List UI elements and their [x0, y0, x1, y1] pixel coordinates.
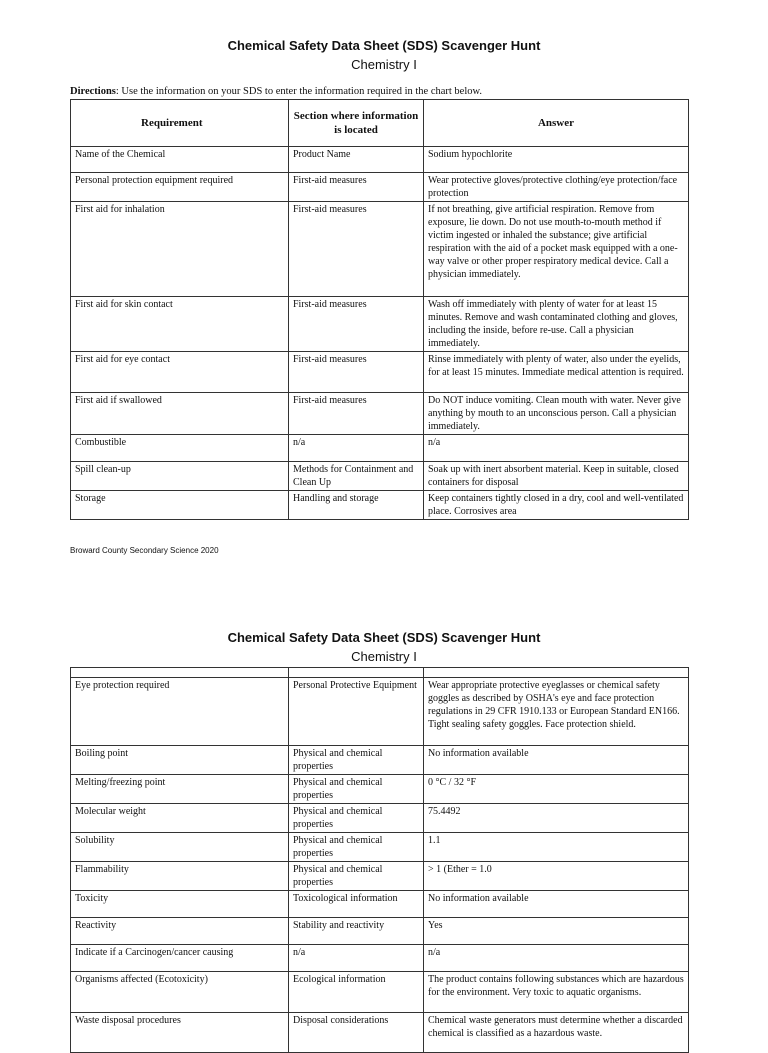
table-row	[71, 804, 689, 833]
requirement-cell: Molecular weight	[71, 804, 289, 833]
answer-cell: The product contains following substances which are hazardous for the environment. Very toxic to aquatic organisms.	[424, 972, 689, 1013]
footer-text: Broward County Secondary Science 2020	[70, 546, 219, 555]
page2-subtitle: Chemistry I	[351, 649, 417, 664]
answer-cell: Do NOT induce vomiting. Clean mouth with water. Never give anything by mouth to an unconscious person. Call a physician immediately.	[424, 393, 689, 435]
sds-table-page2	[70, 667, 689, 1053]
directions-text: : Use the information on your SDS to enter the information required in the chart below.	[115, 86, 483, 97]
answer-cell: n/a	[424, 945, 689, 972]
answer-cell: No information available	[424, 891, 689, 918]
table-row	[71, 352, 689, 393]
answer-cell: If not breathing, give artificial respiration. Remove from exposure, lie down. Do not use mouth-to-mouth method if victim ingested or inhaled the substance; give artificial respiration with the aid of a pocket mask equipped with a one-way valve or other proper respiratory medical device. Call a physician immediately.	[424, 202, 689, 297]
section-cell: Toxicological information	[289, 891, 424, 918]
section-cell: Physical and chemical properties	[289, 804, 424, 833]
requirement-cell: Reactivity	[71, 918, 289, 945]
header-answer: Answer	[424, 100, 689, 147]
section-cell: Physical and chemical properties	[289, 775, 424, 804]
answer-cell: Sodium hypochlorite	[424, 147, 689, 173]
requirement-cell: Toxicity	[71, 891, 289, 918]
table-row	[71, 891, 689, 918]
header-requirement: Requirement	[71, 100, 289, 147]
requirement-cell: Storage	[71, 491, 289, 520]
answer-cell: Soak up with inert absorbent material. Keep in suitable, closed containers for disposal	[424, 462, 689, 491]
requirement-cell: Indicate if a Carcinogen/cancer causing	[71, 945, 289, 972]
answer-cell: 0 °C / 32 °F	[424, 775, 689, 804]
table-row	[71, 462, 689, 491]
section-cell: Physical and chemical properties	[289, 862, 424, 891]
section-cell: First-aid measures	[289, 352, 424, 393]
table-row	[71, 491, 689, 520]
table-row	[71, 833, 689, 862]
directions-label: Directions	[70, 86, 116, 97]
answer-cell: > 1 (Ether = 1.0	[424, 862, 689, 891]
answer-cell: n/a	[424, 435, 689, 462]
table-row	[71, 297, 689, 352]
table-header-row	[71, 100, 689, 147]
requirement-cell: Organisms affected (Ecotoxicity)	[71, 972, 289, 1013]
requirement-cell: First aid if swallowed	[71, 393, 289, 435]
answer-cell: No information available	[424, 746, 689, 775]
requirement-cell: Melting/freezing point	[71, 775, 289, 804]
page2-title: Chemical Safety Data Sheet (SDS) Scavenger Hunt	[227, 630, 541, 645]
answer-cell: Wear appropriate protective eyeglasses or chemical safety goggles as described by OSHA's eye and face protection regulations in 29 CFR 1910.133 or European Standard EN166. Tight sealing safety goggles. Face protection shield.	[424, 678, 689, 746]
requirement-cell: Flammability	[71, 862, 289, 891]
header-section: Section where information is located	[289, 100, 424, 147]
table-row	[71, 173, 689, 202]
section-cell: Methods for Containment and Clean Up	[289, 462, 424, 491]
table-row	[71, 1013, 689, 1053]
answer-cell: 75.4492	[424, 804, 689, 833]
section-cell: Handling and storage	[289, 491, 424, 520]
table-row	[71, 202, 689, 297]
requirement-cell: First aid for eye contact	[71, 352, 289, 393]
requirement-cell: Personal protection equipment required	[71, 173, 289, 202]
requirement-cell: Combustible	[71, 435, 289, 462]
requirement-cell: Name of the Chemical	[71, 147, 289, 173]
section-cell: Disposal considerations	[289, 1013, 424, 1053]
table-row	[71, 945, 689, 972]
table-row	[71, 746, 689, 775]
table-row	[71, 678, 689, 746]
requirement-cell: Eye protection required	[71, 678, 289, 746]
table-row	[71, 862, 689, 891]
answer-cell: Keep containers tightly closed in a dry, cool and well-ventilated place. Corrosives area	[424, 491, 689, 520]
table-row	[71, 435, 689, 462]
section-cell: First-aid measures	[289, 393, 424, 435]
page-title: Chemical Safety Data Sheet (SDS) Scavenger Hunt	[227, 38, 541, 53]
answer-cell: Chemical waste generators must determine whether a discarded chemical is classified as a hazardous waste.	[424, 1013, 689, 1053]
answer-cell: Yes	[424, 918, 689, 945]
table-row	[71, 775, 689, 804]
requirement-cell: First aid for inhalation	[71, 202, 289, 297]
section-cell: First-aid measures	[289, 297, 424, 352]
answer-cell: Wear protective gloves/protective clothing/eye protection/face protection	[424, 173, 689, 202]
section-cell: Personal Protective Equipment	[289, 678, 424, 746]
requirement-cell: Spill clean-up	[71, 462, 289, 491]
sds-table-page1	[70, 99, 689, 520]
directions	[70, 86, 710, 97]
section-cell: Physical and chemical properties	[289, 746, 424, 775]
page-subtitle: Chemistry I	[351, 57, 417, 72]
requirement-cell: First aid for skin contact	[71, 297, 289, 352]
section-cell: First-aid measures	[289, 202, 424, 297]
requirement-cell: Waste disposal procedures	[71, 1013, 289, 1053]
section-cell: Stability and reactivity	[289, 918, 424, 945]
section-cell: n/a	[289, 435, 424, 462]
section-cell: Ecological information	[289, 972, 424, 1013]
table-blank-row	[71, 668, 689, 678]
section-cell: First-aid measures	[289, 173, 424, 202]
table-row	[71, 393, 689, 435]
section-cell: Product Name	[289, 147, 424, 173]
answer-cell: Wash off immediately with plenty of water for at least 15 minutes. Remove and wash contaminated clothing and gloves, including the inside, before re-use. Call a physician immediately.	[424, 297, 689, 352]
table-row	[71, 918, 689, 945]
table-row	[71, 147, 689, 173]
table-row	[71, 972, 689, 1013]
answer-cell: 1.1	[424, 833, 689, 862]
answer-cell: Rinse immediately with plenty of water, also under the eyelids, for at least 15 minutes. Immediate medical attention is required.	[424, 352, 689, 393]
requirement-cell: Solubility	[71, 833, 289, 862]
requirement-cell: Boiling point	[71, 746, 289, 775]
section-cell: Physical and chemical properties	[289, 833, 424, 862]
section-cell: n/a	[289, 945, 424, 972]
